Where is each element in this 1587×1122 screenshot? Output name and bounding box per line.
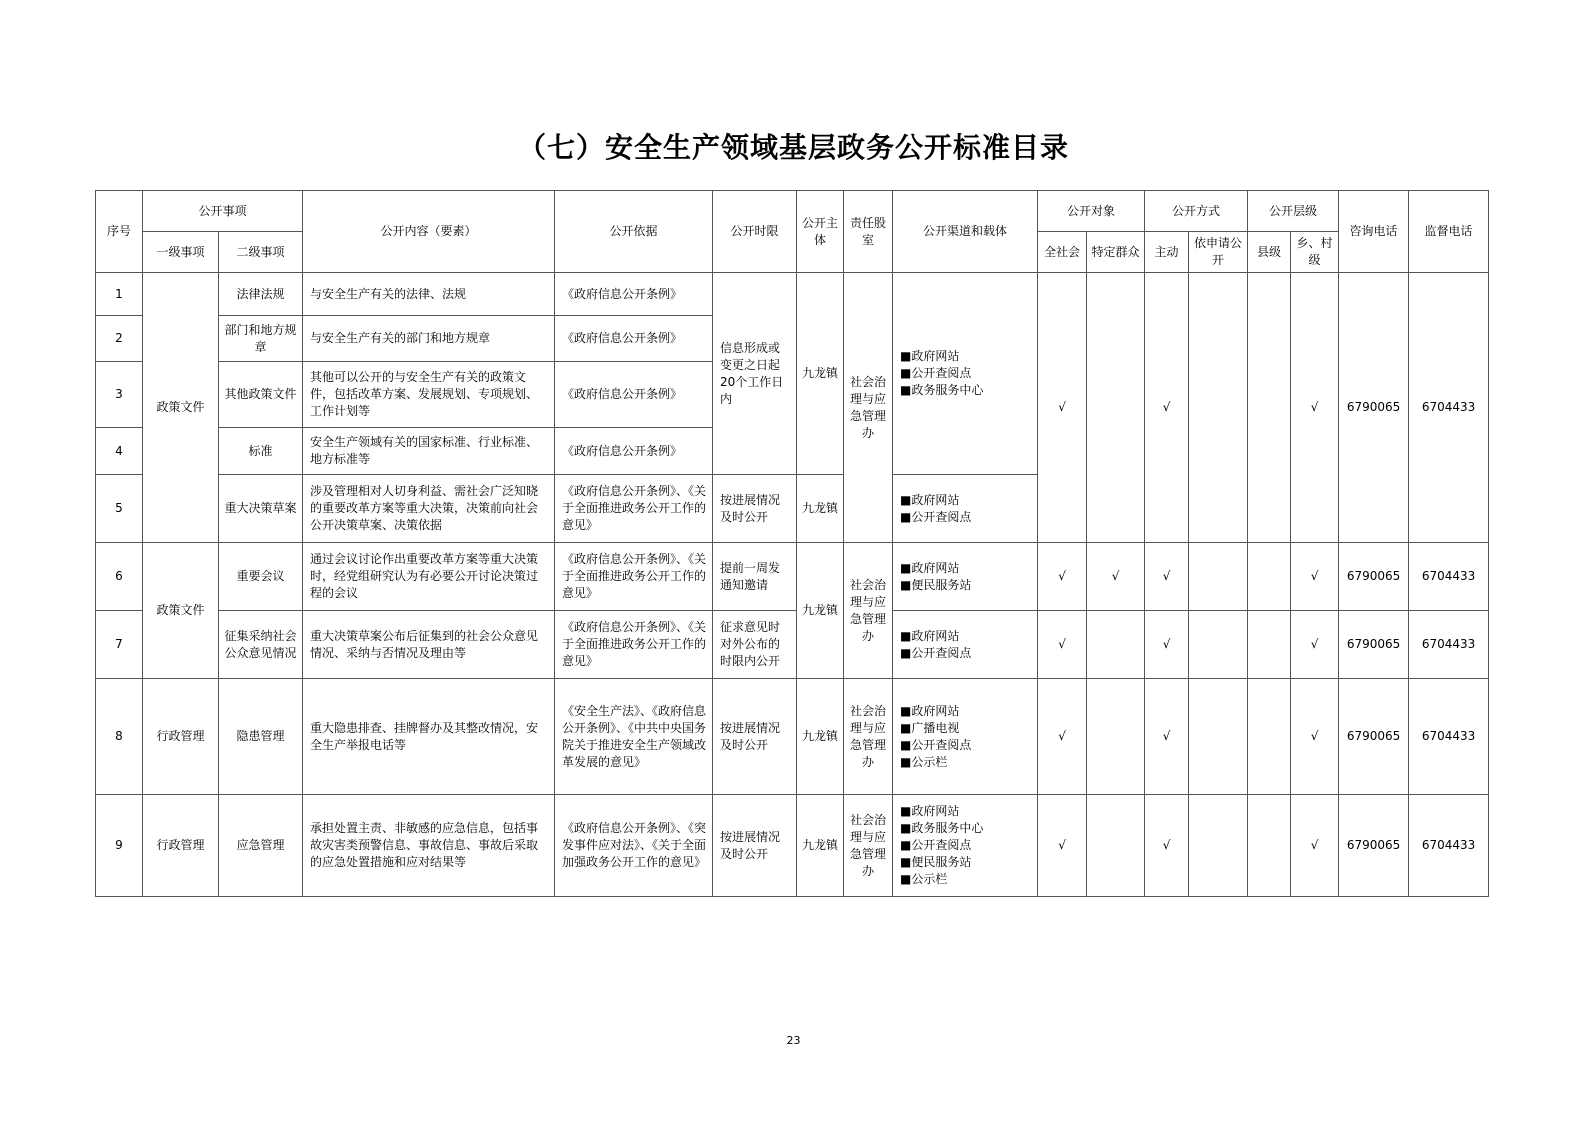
- header-level2: 二级事项: [219, 232, 303, 273]
- channel-item: ■公开查阅点: [900, 737, 972, 752]
- table-row: [96, 611, 1489, 679]
- cell-seq: 5: [96, 475, 143, 543]
- cell-target-specific: [1087, 795, 1145, 897]
- header-level: 公开层级: [1248, 191, 1339, 232]
- cell-level2: 隐患管理: [219, 679, 303, 795]
- header-target-specific: 特定群众: [1087, 232, 1145, 273]
- cell-deadline: 征求意见时对外公布的时限内公开: [713, 611, 797, 679]
- cell-basis: 《政府信息公开条例》、《关于全面推进政务公开工作的意见》: [555, 611, 713, 679]
- cell-target-specific: [1087, 611, 1145, 679]
- cell-dept: 社会治理与应急管理办: [844, 543, 893, 679]
- header-seq: 序号: [96, 191, 143, 273]
- cell-target-specific: [1087, 679, 1145, 795]
- channel-item: ■公开查阅点: [900, 366, 972, 380]
- cell-basis: 《政府信息公开条例》: [555, 362, 713, 428]
- cell-content: 安全生产领域有关的国家标准、行业标准、地方标准等: [303, 428, 555, 475]
- cell-mode-apply: [1189, 543, 1248, 611]
- channel-item: ■政府网站: [900, 628, 960, 643]
- cell-level2: 重大决策草案: [219, 475, 303, 543]
- header-mode-active: 主动: [1145, 232, 1189, 273]
- cell-basis: 《安全生产法》、《政府信息公开条例》、《中共中央国务院关于推进安全生产领域改革发展的意见》: [555, 679, 713, 795]
- cell-seq: 8: [96, 679, 143, 795]
- cell-consult: 6790065: [1339, 543, 1409, 611]
- table-row: [96, 543, 1489, 611]
- table-row: [96, 273, 1489, 316]
- cell-content: 涉及管理相对人切身利益、需社会广泛知晓的重要改革方案等重大决策，决策前向社会公开决策草案、决策依据: [303, 475, 555, 543]
- cell-level-town: √: [1291, 795, 1339, 897]
- cell-level-town: √: [1291, 611, 1339, 679]
- cell-seq: 3: [96, 362, 143, 428]
- cell-mode-apply: [1189, 679, 1248, 795]
- cell-level-county: [1248, 273, 1291, 543]
- cell-basis: 《政府信息公开条例》: [555, 316, 713, 362]
- header-supervise: 监督电话: [1409, 191, 1489, 273]
- cell-content: 重大隐患排查、挂牌督办及其整改情况，安全生产举报电话等: [303, 679, 555, 795]
- cell-level1: 政策文件: [143, 273, 219, 543]
- cell-target-all: √: [1038, 273, 1087, 543]
- channel-item: ■政务服务中心: [900, 383, 984, 397]
- cell-seq: 4: [96, 428, 143, 475]
- cell-content: 承担处置主责、非敏感的应急信息，包括事故灾害类预警信息、事故信息、事故后采取的应急处置措施和应对结果等: [303, 795, 555, 897]
- cell-consult: 6790065: [1339, 679, 1409, 795]
- cell-target-specific: √: [1087, 543, 1145, 611]
- channel-item: ■政府网站: [900, 804, 960, 818]
- header-level-county: 县级: [1248, 232, 1291, 273]
- cell-mode-active: √: [1145, 273, 1189, 543]
- cell-basis: 《政府信息公开条例》: [555, 273, 713, 316]
- channel-item: ■便民服务站: [900, 577, 972, 592]
- header-consult: 咨询电话: [1339, 191, 1409, 273]
- cell-target-all: √: [1038, 795, 1087, 897]
- cell-content: 与安全生产有关的部门和地方规章: [303, 316, 555, 362]
- channel-item: ■公示栏: [900, 754, 948, 769]
- cell-channels: [893, 475, 1038, 543]
- page-title: （七）安全生产领域基层政务公开标准目录: [517, 131, 1069, 164]
- cell-level1: 行政管理: [143, 679, 219, 795]
- channel-item: ■政府网站: [900, 349, 960, 363]
- cell-seq: 9: [96, 795, 143, 897]
- cell-channels: [893, 679, 1038, 795]
- cell-supervise: 6704433: [1409, 543, 1489, 611]
- header-dept: 责任股室: [844, 191, 893, 273]
- cell-level2: 标准: [219, 428, 303, 475]
- cell-basis: 《政府信息公开条例》、《关于全面推进政务公开工作的意见》: [555, 475, 713, 543]
- cell-level2: 重要会议: [219, 543, 303, 611]
- header-target-all: 全社会: [1038, 232, 1087, 273]
- cell-level2: 应急管理: [219, 795, 303, 897]
- cell-basis: 《政府信息公开条例》、《关于全面推进政务公开工作的意见》: [555, 543, 713, 611]
- cell-mode-active: √: [1145, 679, 1189, 795]
- page-number: 23: [786, 1034, 801, 1047]
- cell-basis: 《政府信息公开条例》、《突发事件应对法》、《关于全面加强政务公开工作的意见》: [555, 795, 713, 897]
- channel-item: ■公开查阅点: [900, 838, 972, 852]
- cell-target-all: √: [1038, 543, 1087, 611]
- cell-dept: 社会治理与应急管理办: [844, 273, 893, 543]
- channel-item: ■政务服务中心: [900, 821, 984, 835]
- header-subject: 公开主体: [797, 191, 844, 273]
- cell-subject: 九龙镇: [797, 475, 844, 543]
- cell-content: 与安全生产有关的法律、法规: [303, 273, 555, 316]
- table-row: [96, 679, 1489, 795]
- cell-channels: [893, 543, 1038, 611]
- cell-level2: 其他政策文件: [219, 362, 303, 428]
- cell-target-all: √: [1038, 679, 1087, 795]
- cell-mode-active: √: [1145, 543, 1189, 611]
- cell-level2: 法律法规: [219, 273, 303, 316]
- cell-level-county: [1248, 679, 1291, 795]
- cell-deadline: 按进展情况及时公开: [713, 475, 797, 543]
- cell-mode-active: √: [1145, 795, 1189, 897]
- cell-basis: 《政府信息公开条例》: [555, 428, 713, 475]
- cell-channels: [893, 273, 1038, 475]
- header-mode: 公开方式: [1145, 191, 1248, 232]
- channel-item: ■政府网站: [900, 703, 960, 718]
- disclosure-catalog-table: [95, 190, 1489, 897]
- cell-seq: 6: [96, 543, 143, 611]
- cell-deadline: 信息形成或变更之日起20个工作日内: [713, 273, 797, 475]
- channel-item: ■政府网站: [900, 560, 960, 575]
- cell-level1: 政策文件: [143, 543, 219, 679]
- header-content: 公开内容（要素）: [303, 191, 555, 273]
- cell-subject: 九龙镇: [797, 543, 844, 679]
- channel-item: ■公示栏: [900, 872, 948, 886]
- header-level1: 一级事项: [143, 232, 219, 273]
- header-deadline: 公开时限: [713, 191, 797, 273]
- cell-content: 重大决策草案公布后征集到的社会公众意见情况、采纳与否情况及理由等: [303, 611, 555, 679]
- cell-supervise: 6704433: [1409, 795, 1489, 897]
- cell-seq: 2: [96, 316, 143, 362]
- header-item: 公开事项: [143, 191, 303, 232]
- cell-channels: [893, 611, 1038, 679]
- cell-deadline: 按进展情况及时公开: [713, 679, 797, 795]
- cell-subject: 九龙镇: [797, 273, 844, 475]
- cell-level-town: √: [1291, 679, 1339, 795]
- cell-level1: 行政管理: [143, 795, 219, 897]
- cell-level-county: [1248, 543, 1291, 611]
- header-channel: 公开渠道和载体: [893, 191, 1038, 273]
- channel-item: ■便民服务站: [900, 855, 972, 869]
- cell-dept: 社会治理与应急管理办: [844, 679, 893, 795]
- cell-content: 通过会议讨论作出重要改革方案等重大决策时，经党组研究认为有必要公开讨论决策过程的会议: [303, 543, 555, 611]
- cell-subject: 九龙镇: [797, 795, 844, 897]
- cell-dept: 社会治理与应急管理办: [844, 795, 893, 897]
- cell-mode-apply: [1189, 611, 1248, 679]
- cell-supervise: 6704433: [1409, 273, 1489, 543]
- channel-item: ■广播电视: [900, 720, 960, 735]
- cell-channels: [893, 795, 1038, 897]
- cell-seq: 7: [96, 611, 143, 679]
- channel-item: ■政府网站: [900, 492, 960, 507]
- cell-supervise: 6704433: [1409, 679, 1489, 795]
- cell-mode-active: √: [1145, 611, 1189, 679]
- cell-content: 其他可以公开的与安全生产有关的政策文件，包括改革方案、发展规划、专项规划、工作计划等: [303, 362, 555, 428]
- cell-consult: 6790065: [1339, 273, 1409, 543]
- cell-target-all: √: [1038, 611, 1087, 679]
- header-level-town: 乡、村级: [1291, 232, 1339, 273]
- cell-supervise: 6704433: [1409, 611, 1489, 679]
- cell-level2: 征集采纳社会公众意见情况: [219, 611, 303, 679]
- cell-deadline: 提前一周发通知邀请: [713, 543, 797, 611]
- cell-level-county: [1248, 611, 1291, 679]
- cell-level-town: √: [1291, 273, 1339, 543]
- cell-level-town: √: [1291, 543, 1339, 611]
- table-row: [96, 795, 1489, 897]
- cell-consult: 6790065: [1339, 795, 1409, 897]
- header-mode-apply: 依申请公开: [1189, 232, 1248, 273]
- cell-level-county: [1248, 795, 1291, 897]
- header-target: 公开对象: [1038, 191, 1145, 232]
- cell-deadline: 按进展情况及时公开: [713, 795, 797, 897]
- cell-mode-apply: [1189, 795, 1248, 897]
- cell-seq: 1: [96, 273, 143, 316]
- channel-item: ■公开查阅点: [900, 509, 972, 524]
- cell-consult: 6790065: [1339, 611, 1409, 679]
- cell-target-specific: [1087, 273, 1145, 543]
- header-basis: 公开依据: [555, 191, 713, 273]
- cell-mode-apply: [1189, 273, 1248, 543]
- cell-subject: 九龙镇: [797, 679, 844, 795]
- cell-level2: 部门和地方规章: [219, 316, 303, 362]
- channel-item: ■公开查阅点: [900, 645, 972, 660]
